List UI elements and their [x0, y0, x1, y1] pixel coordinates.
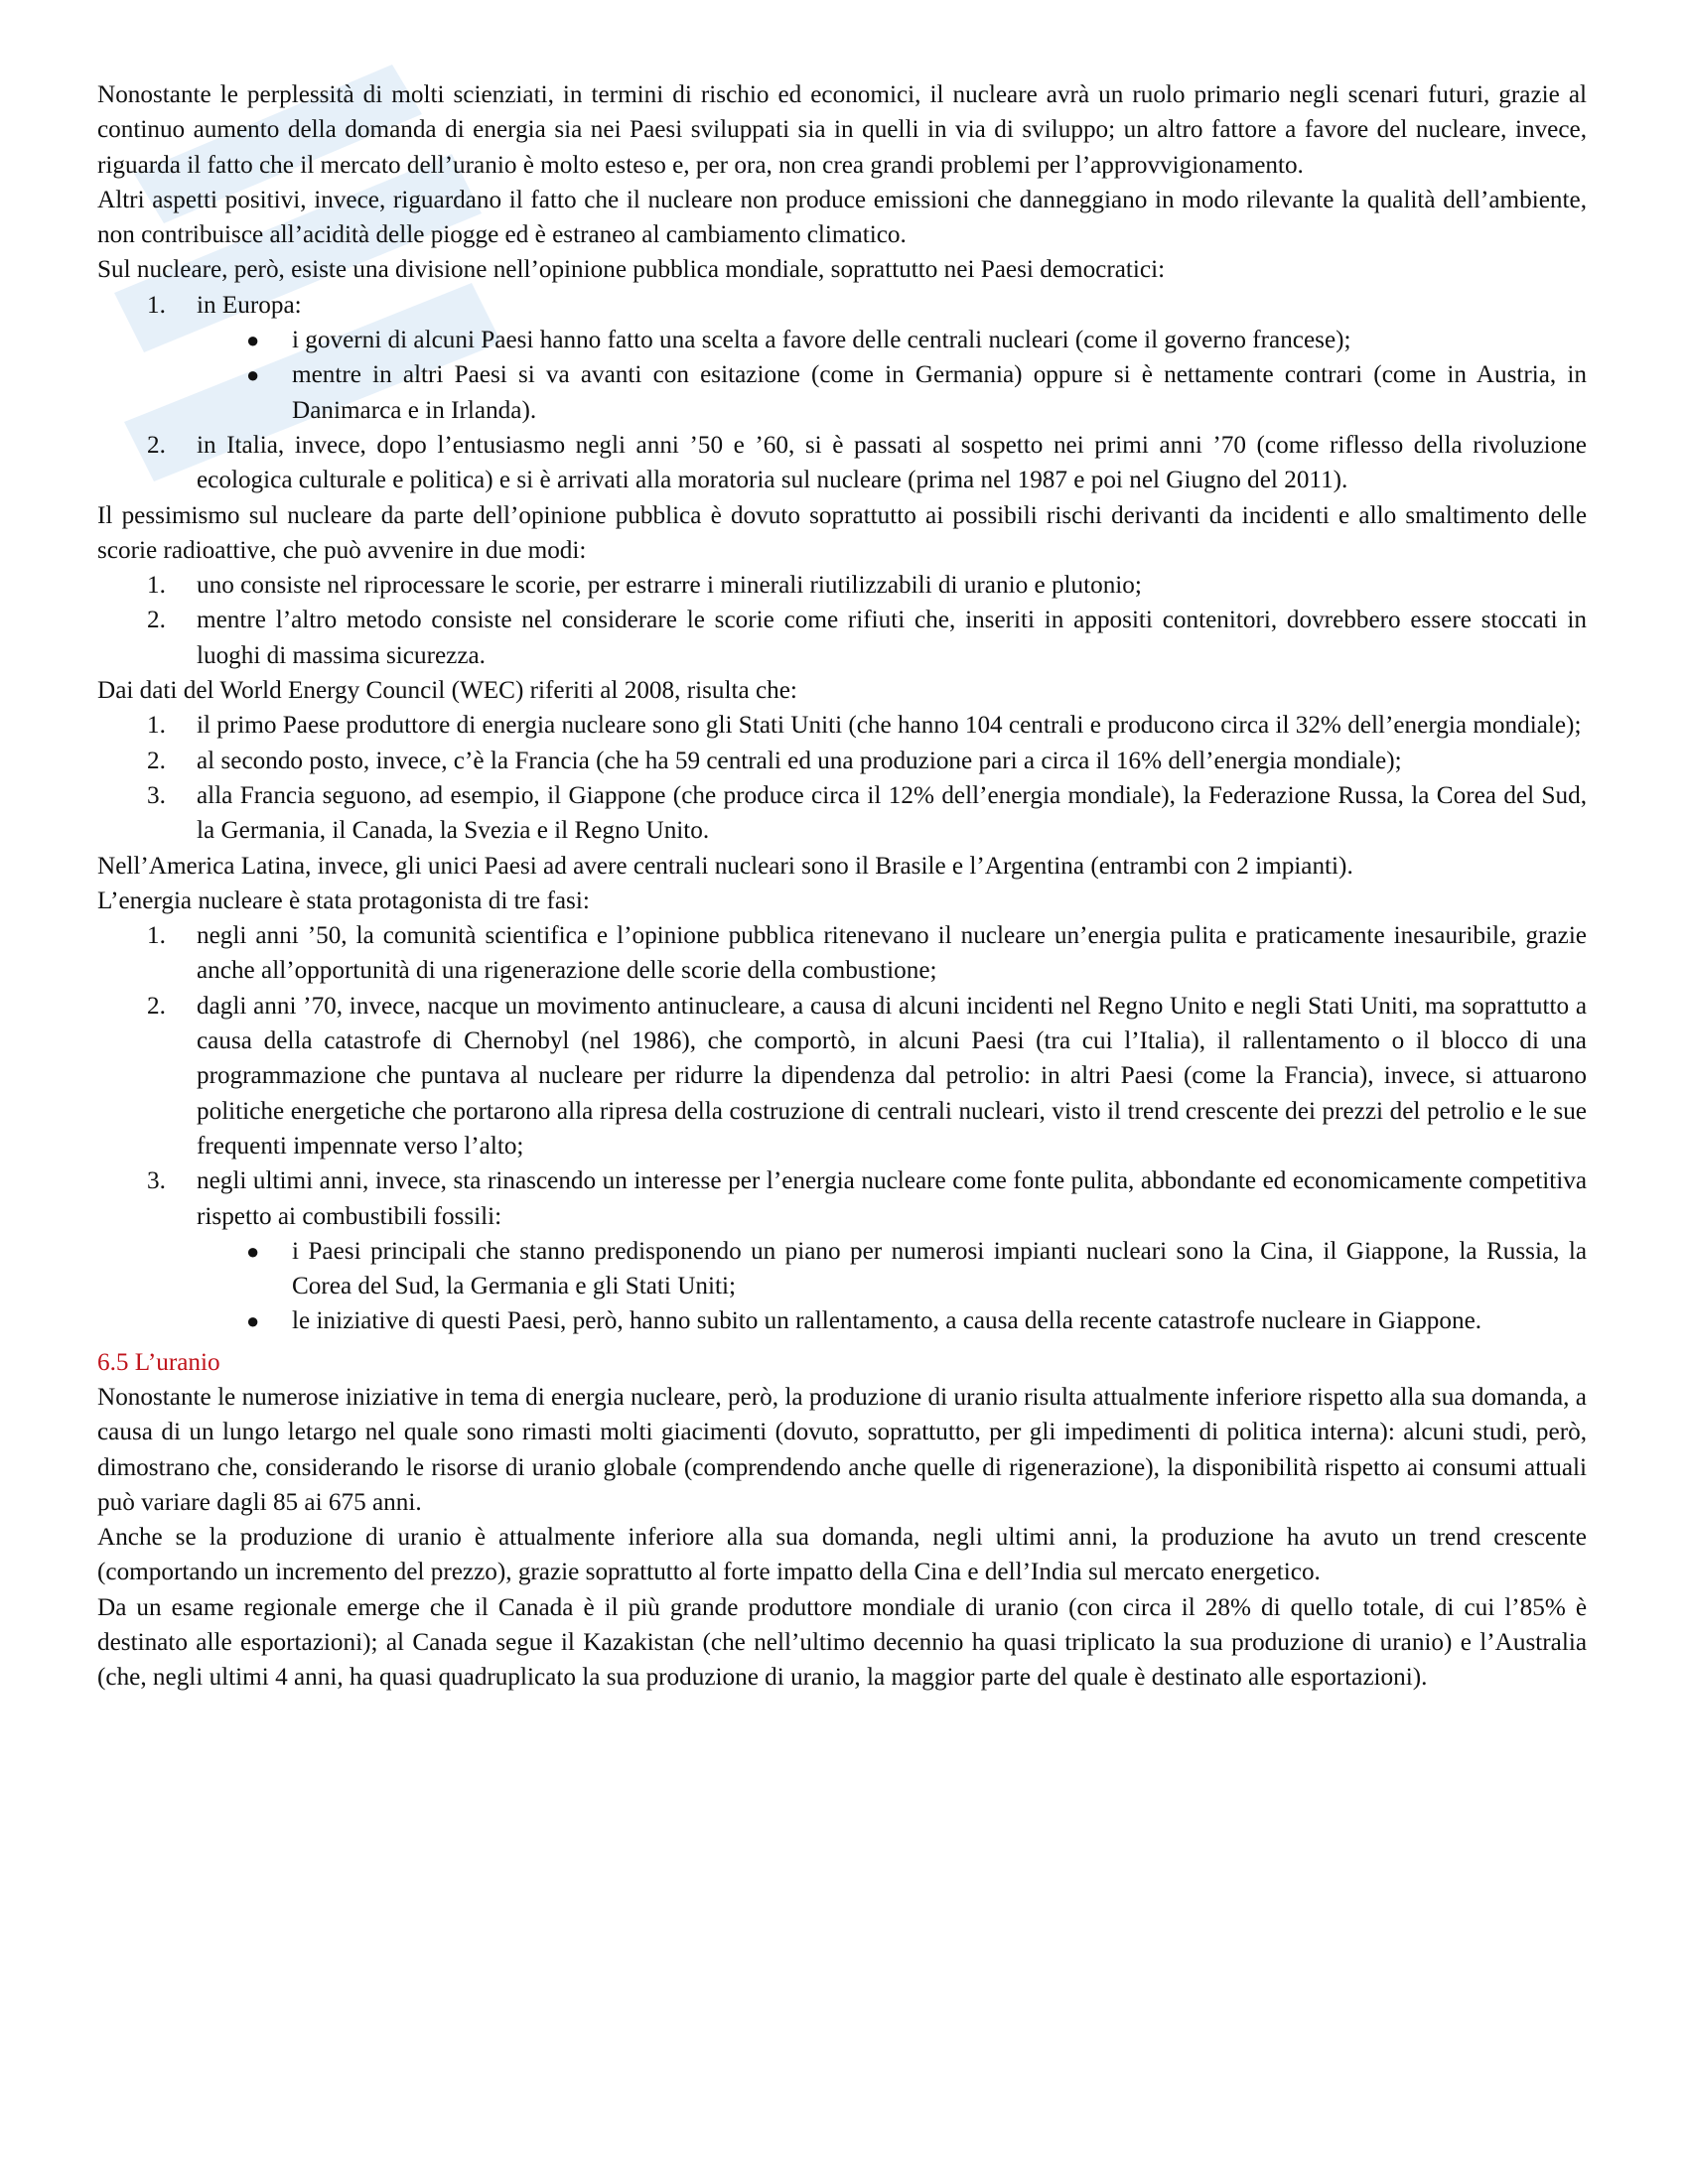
- list-item: ● i governi di alcuni Paesi hanno fatto una scelta a favore delle centrali nucleari (come il governo francese);: [97, 323, 1587, 357]
- phases-sublist: [97, 1234, 1587, 1339]
- europe-sublist: [97, 323, 1587, 428]
- list-item: 1. uno consiste nel riprocessare le scorie, per estrarre i minerali riutilizzabili di uranio e plutonio;: [147, 572, 1142, 600]
- list-item: 3. negli ultimi anni, invece, sta rinascendo un interesse per l’energia nucleare come fonte pulita, abbondante ed economicamente competitiva rispetto ai combustibili fossili: ● i Paesi principali che stanno predisponendo un piano per numerosi impianti nucleari sono la Cina, il Giappone, la Russia, la Corea del Sud, la Germania e gli Stati Uniti; ● le iniziative di questi Paesi, però, hanno subito un rallentamento, a causa della recente catastrofe nucleare in Giappone.: [97, 1163, 1587, 1338]
- list-item: 1. il primo Paese produttore di energia nucleare sono gli Stati Uniti (che hanno 104 centrali e producono circa il 32% dell’energia mondiale);: [147, 712, 1582, 740]
- bullet-icon: ●: [246, 362, 260, 388]
- paragraph-wec-data: Dai dati del World Energy Council (WEC) riferiti al 2008, risulta che:: [97, 677, 797, 705]
- paragraph-pessimism: Il pessimismo sul nucleare da parte dell’opinione pubblica è dovuto soprattutto ai possibili rischi derivanti da incidenti e allo smaltimento delle scorie radioattive, che può avvenire in due modi:: [97, 501, 1587, 564]
- list-item: 3. alla Francia seguono, ad esempio, il Giappone (che produce circa il 12% dell’energia mondiale), la Federazione Russa, la Corea del Sud, la Germania, il Canada, la Svezia e il Regno Unito.: [147, 781, 1587, 845]
- list-item: 1. in Europa: ● i governi di alcuni Paesi hanno fatto una scelta a favore delle centrali nucleari (come il governo francese); ● mentre in altri Paesi si va avanti con esitazione (come in Germania) oppure si è nettamente contrari (come in Austria, in Danimarca e in Irlanda).: [97, 288, 1587, 428]
- list-item: 1. negli anni ’50, la comunità scientifica e l’opinione pubblica ritenevano il nucleare un’energia pulita e praticamente inesauribile, grazie anche all’opportunità di una rigenerazione delle scorie della combustione;: [147, 922, 1587, 985]
- paragraph-positive-aspects: Altri aspetti positivi, invece, riguardano il fatto che il nucleare non produce emissioni che danneggiano in modo rilevante la qualità dell’ambiente, non contribuisce all’acidità delle piogge ed è estraneo al cambiamento climatico.: [97, 186, 1587, 249]
- paragraph-regional-analysis: Da un esame regionale emerge che il Canada è il più grande produttore mondiale di uranio (con circa il 28% di quello totale, di cui l’85% è destinato alle esportazioni); al Canada segue il Kazakistan (che nell’ultimo decennio ha quasi triplicato la sua produzione di uranio) e l’Australia (che, negli ultimi 4 anni, ha quasi quadruplicato la sua produzione di uranio, la maggior parte del quale è destinato alle esportazioni).: [97, 1593, 1587, 1692]
- paragraph-uranium-trend: Anche se la produzione di uranio è attualmente inferiore alla sua domanda, negli ultimi anni, la produzione ha avuto un trend crescente (comportando un incremento del prezzo), grazie soprattutto al forte impatto della Cina e dell’India sul mercato energetico.: [97, 1524, 1587, 1586]
- paragraph-uranium-production: Nonostante le numerose iniziative in tema di energia nucleare, però, la produzione di uranio risulta attualmente inferiore rispetto alla sua domanda, a causa di un lungo letargo nel quale sono rimasti molti giacimenti (dovuto, soprattutto, per gli impedimenti di politica interna): alcuni studi, però, dimostrano che, considerando le risorse di uranio globale (comprendendo anche quelle di rigenerazione), la disponibilità rispetto ai consumi attuali può variare dagli 85 ai 675 anni.: [97, 1383, 1587, 1516]
- paragraph-intro: Nonostante le perplessità di molti scienziati, in termini di rischio ed economici, il nucleare avrà un ruolo primario negli scenari futuri, grazie al continuo aumento della domanda di energia sia nei Paesi sviluppati sia in quelli in via di sviluppo; un altro fattore a favore del nucleare, invece, riguarda il fatto che il mercato dell’uranio è molto esteso e, per ora, non crea grandi problemi per l’approvvigionamento.: [97, 81, 1587, 179]
- bullet-icon: ●: [246, 1238, 260, 1264]
- list-item: 2. dagli anni ’70, invece, nacque un movimento antinucleare, a causa di alcuni incidenti nel Regno Unito e negli Stati Uniti, ma soprattutto a causa della catastrofe di Chernobyl (nel 1986), che comportò, in alcuni Paesi (tra cui l’Italia), il rallentamento o il blocco di una programmazione che puntava al nucleare per ridurre la dipendenza dal petrolio: in altri Paesi (come la Francia), invece, si attuarono politiche energetiche che portarono alla ripresa della costruzione di centrali nucleari, visto il trend crescente dei prezzi del petrolio e le sue frequenti impennate verso l’alto;: [147, 992, 1587, 1160]
- list-item: 2. in Italia, invece, dopo l’entusiasmo negli anni ’50 e ’60, si è passati al sospetto nei primi anni ’70 (come riflesso della rivoluzione ecologica culturale e politica) e si è arrivati alla moratoria sul nucleare (prima nel 1987 e poi nel Giugno del 2011).: [147, 431, 1587, 494]
- paragraph-public-opinion: Sul nucleare, però, esiste una divisione nell’opinione pubblica mondiale, soprattutto nei Paesi democratici:: [97, 256, 1166, 284]
- list-item: 2. al secondo posto, invece, c’è la Francia (che ha 59 centrali ed una produzione pari a circa il 16% dell’energia mondiale);: [147, 747, 1402, 774]
- list-item: ● i Paesi principali che stanno predisponendo un piano per numerosi impianti nucleari sono la Cina, il Giappone, la Russia, la Corea del Sud, la Germania e gli Stati Uniti;: [97, 1234, 1587, 1304]
- phases-list: [97, 918, 1587, 1339]
- list-item: ● mentre in altri Paesi si va avanti con esitazione (come in Germania) oppure si è nettamente contrari (come in Austria, in Danimarca e in Irlanda).: [97, 357, 1587, 428]
- waste-list: [97, 568, 1587, 673]
- paragraph-three-phases: L’energia nucleare è stata protagonista di tre fasi:: [97, 887, 590, 914]
- document-page: [97, 77, 1587, 1696]
- producers-list: [97, 708, 1587, 848]
- bullet-icon: ●: [246, 1308, 260, 1334]
- section-heading: 6.5 L’uranio: [97, 1348, 220, 1376]
- bullet-icon: ●: [246, 328, 260, 353]
- paragraph-latin-america: Nell’America Latina, invece, gli unici Paesi ad avere centrali nucleari sono il Brasile e l’Argentina (entrambi con 2 impianti).: [97, 852, 1353, 880]
- opinion-list: [97, 288, 1587, 498]
- list-item: 2. mentre l’altro metodo consiste nel considerare le scorie come rifiuti che, inseriti in appositi contenitori, dovrebbero essere stoccati in luoghi di massima sicurezza.: [147, 607, 1587, 669]
- list-item: ● le iniziative di questi Paesi, però, hanno subito un rallentamento, a causa della recente catastrofe nucleare in Giappone.: [97, 1303, 1587, 1338]
